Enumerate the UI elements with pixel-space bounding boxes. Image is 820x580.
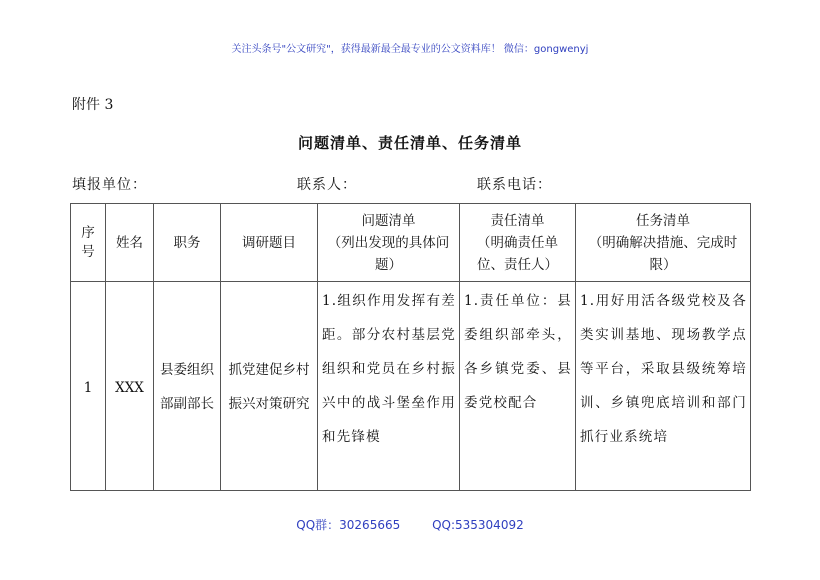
table-header-row	[71, 204, 751, 282]
header-name: 姓名	[106, 204, 154, 282]
header-position: 职务	[154, 204, 221, 282]
fill-contact-label: 联系人：	[297, 177, 357, 193]
header-seq	[71, 204, 106, 282]
table-row	[71, 282, 751, 491]
cell-seq: 1	[71, 282, 106, 491]
cell-tasks-text: 1.用好用活各级党校及各类实训基地、现场教学点等平台，采取县级统筹培训、乡镇兜底培训和部门抓行业系统培	[580, 293, 747, 445]
cell-name: XXX	[106, 282, 154, 491]
cell-position-text: 县委组织部副部长	[160, 362, 214, 412]
footer-qq-group: QQ群：30265665	[296, 518, 401, 532]
cell-duty	[460, 282, 576, 491]
header-tasks	[576, 204, 751, 282]
cell-topic-text: 抓党建促乡村振兴对策研究	[228, 362, 310, 412]
header-problems	[318, 204, 460, 282]
cell-tasks	[576, 282, 751, 491]
cell-problems-text: 1.组织作用发挥有差距。部分农村基层党组织和党员在乡村振兴中的战斗堡垒作用和先锋模	[322, 293, 456, 445]
checklist-table	[70, 203, 751, 491]
header-problems-note: （列出发现的具体问题）	[327, 234, 450, 273]
cell-topic	[221, 282, 318, 491]
fill-phone-label: 联系电话：	[477, 177, 552, 193]
header-duty-title: 责任清单	[490, 212, 545, 229]
cell-duty-text: 1.责任单位：县委组织部牵头，各乡镇党委、县委党校配合	[464, 293, 572, 411]
fill-unit-label: 填报单位：	[72, 177, 147, 193]
footer	[0, 516, 820, 533]
header-tasks-title: 任务清单	[636, 212, 690, 229]
header-problems-title: 问题清单	[361, 212, 416, 229]
cell-position	[154, 282, 221, 491]
footer-qq: QQ:535304092	[432, 518, 524, 532]
header-tasks-note: （明确解决措施、完成时限）	[588, 234, 738, 273]
header-duty	[460, 204, 576, 282]
page-title: 问题清单、责任清单、任务清单	[297, 134, 522, 152]
header-seq-label: 序号	[81, 224, 95, 260]
header-note: 关注头条号"公文研究"，获得最新最全最专业的公文资料库！ 微信：gongwenyj	[231, 44, 589, 55]
header-topic: 调研题目	[221, 204, 318, 282]
attachment-label: 附件 3	[72, 97, 114, 113]
header-duty-note: （明确责任单位、责任人）	[477, 234, 558, 273]
cell-problems	[318, 282, 460, 491]
